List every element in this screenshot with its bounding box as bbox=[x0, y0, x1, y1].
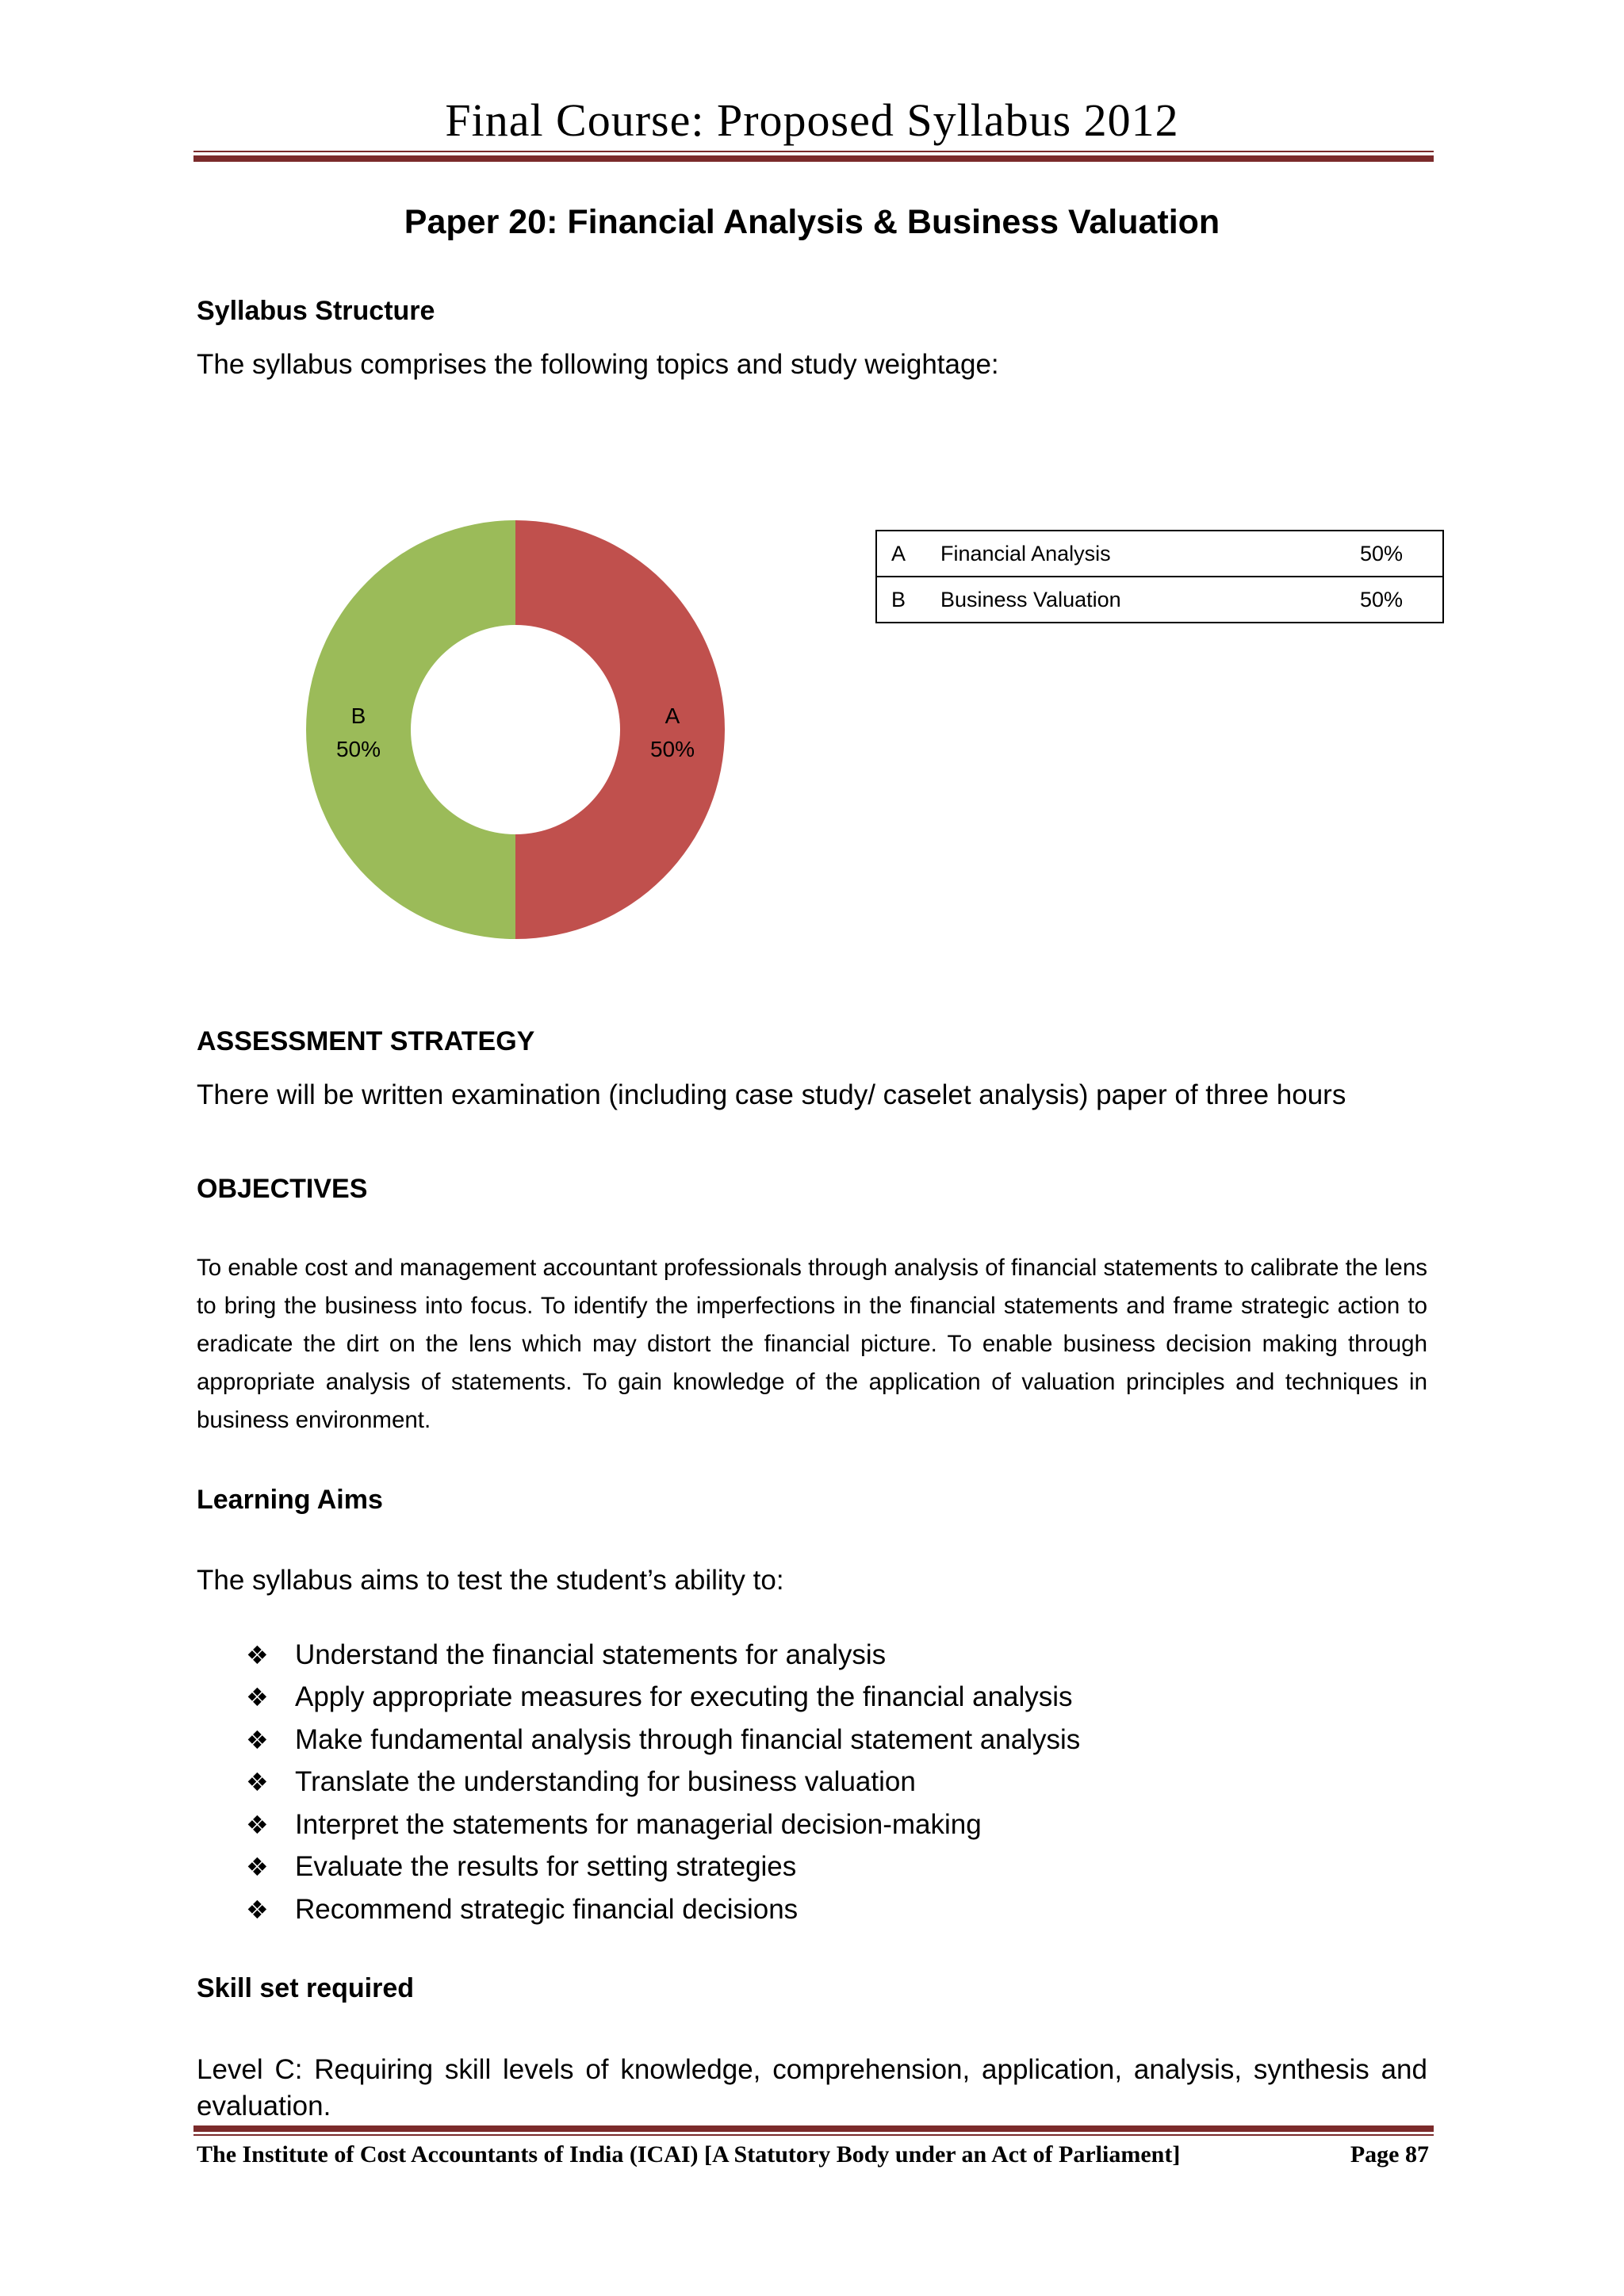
learning-aim-item bbox=[246, 1846, 1080, 1889]
diamond-bullet-icon: ❖ bbox=[246, 1895, 269, 1924]
diamond-bullet-icon: ❖ bbox=[246, 1810, 269, 1839]
skill-set-text: Level C: Requiring skill levels of knowledge, comprehension, application, analysis, synthesis and evaluation. bbox=[197, 2054, 1427, 2122]
table-cell-weight: 50% bbox=[1285, 531, 1443, 577]
footer-rule-thin bbox=[193, 2134, 1434, 2136]
learning-aim-item bbox=[246, 1803, 1080, 1846]
weightage-table bbox=[875, 530, 1444, 623]
page-header-title: Final Course: Proposed Syllabus 2012 bbox=[445, 94, 1179, 146]
header-rule-thin bbox=[193, 151, 1434, 152]
learning-aim-item bbox=[246, 1719, 1080, 1761]
learning-aim-text: Evaluate the results for setting strategies bbox=[295, 1851, 797, 1883]
learning-aim-text: Interpret the statements for managerial decision-making bbox=[295, 1808, 982, 1840]
paper-title: Paper 20: Financial Analysis & Business Valuation bbox=[404, 203, 1220, 241]
table-cell-topic: Business Valuation bbox=[940, 577, 1285, 623]
header-rule-thick bbox=[193, 155, 1434, 162]
learning-aim-item bbox=[246, 1761, 1080, 1804]
learning-aim-item bbox=[246, 1888, 1080, 1931]
learning-aim-text: Make fundamental analysis through financial statement analysis bbox=[295, 1723, 1081, 1755]
table-row bbox=[876, 531, 1443, 577]
learning-aims-list bbox=[246, 1634, 1080, 1931]
learning-aim-text: Translate the understanding for business valuation bbox=[295, 1766, 916, 1798]
diamond-bullet-icon: ❖ bbox=[246, 1683, 269, 1712]
table-cell-weight: 50% bbox=[1285, 577, 1443, 623]
donut-label-category: B bbox=[350, 703, 366, 728]
table-cell-topic: Financial Analysis bbox=[940, 531, 1285, 577]
assessment-heading: ASSESSMENT STRATEGY bbox=[197, 1026, 535, 1056]
donut-label-value: 50% bbox=[335, 737, 381, 761]
table-cell-code: B bbox=[876, 577, 940, 623]
donut-chart-svg bbox=[293, 508, 737, 952]
donut-slice-a bbox=[515, 520, 725, 939]
learning-aim-item bbox=[246, 1634, 1080, 1677]
footer-institute: The Institute of Cost Accountants of India (ICAI) [A Statutory Body under an Act of Parliament] bbox=[197, 2141, 1181, 2168]
learning-aim-text: Understand the financial statements for analysis bbox=[295, 1639, 887, 1670]
donut-slice-b bbox=[306, 520, 515, 939]
skill-set-heading: Skill set required bbox=[197, 1973, 414, 2003]
weightage-donut-chart bbox=[293, 508, 737, 952]
learning-aims-heading: Learning Aims bbox=[197, 1485, 383, 1515]
diamond-bullet-icon: ❖ bbox=[246, 1853, 269, 1882]
learning-aim-text: Apply appropriate measures for executing the financial analysis bbox=[295, 1681, 1073, 1713]
page-footer bbox=[197, 2141, 1429, 2168]
diamond-bullet-icon: ❖ bbox=[246, 1725, 269, 1754]
syllabus-intro: The syllabus comprises the following topics and study weightage: bbox=[197, 349, 999, 380]
assessment-text: There will be written examination (including case study/ caselet analysis) paper of three hours bbox=[197, 1079, 1346, 1110]
footer-page-number: Page 87 bbox=[1350, 2141, 1429, 2168]
learning-aim-text: Recommend strategic financial decisions bbox=[295, 1893, 799, 1925]
diamond-bullet-icon: ❖ bbox=[246, 1640, 269, 1669]
footer-rule-thick bbox=[193, 2125, 1434, 2132]
table-cell-code: A bbox=[876, 531, 940, 577]
donut-label-category: A bbox=[665, 703, 680, 728]
diamond-bullet-icon: ❖ bbox=[246, 1768, 269, 1797]
donut-label-value: 50% bbox=[649, 737, 695, 761]
objectives-heading: OBJECTIVES bbox=[197, 1174, 368, 1204]
learning-aims-intro: The syllabus aims to test the student’s ability to: bbox=[197, 1565, 784, 1596]
table-row bbox=[876, 577, 1443, 623]
syllabus-structure-heading: Syllabus Structure bbox=[197, 296, 435, 326]
learning-aim-item bbox=[246, 1677, 1080, 1719]
objectives-paragraph: To enable cost and management accountant professionals through analysis of financial statements to calibrate the lens to bring the business into focus. To identify the imperfections in the financial statements and frame strategic action to eradicate the dirt on the lens which may distort the financial picture. To enable business decision making through appropriate analysis of statements. To gain knowledge of the application of valuation principles and techniques in business environment. bbox=[197, 1255, 1427, 1433]
